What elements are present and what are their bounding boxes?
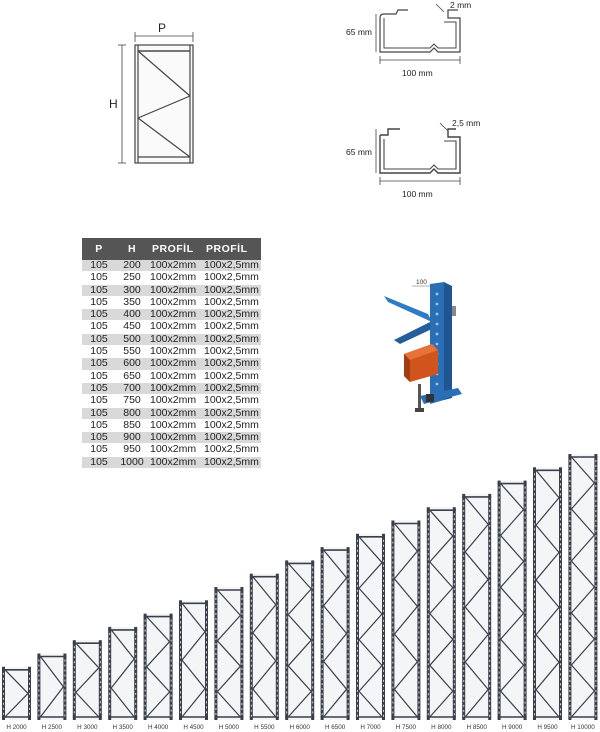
cell-profile-2mm: 100x2mm	[148, 370, 202, 382]
frame-label: H 2500	[41, 724, 63, 731]
table-row	[82, 284, 261, 296]
frame-h-3500	[108, 627, 137, 731]
cell-h: 600	[116, 358, 148, 370]
cell-profile-2-5mm: 100x2,5mm	[204, 320, 259, 333]
frame-label: H 8500	[466, 724, 487, 731]
frame-h-3000	[73, 640, 102, 731]
frame-h-5500	[250, 574, 279, 731]
frame-label: H 8000	[431, 724, 452, 731]
cell-profile-2-5mm: 100x2,5mm	[204, 443, 259, 456]
profile-1-width-label: 100 mm	[402, 68, 433, 78]
frame-h-7500	[391, 521, 420, 732]
cell-profile-2mm: 100x2mm	[148, 358, 202, 370]
frame-h-2000	[2, 667, 31, 731]
cell-profile-2-5mm: 100x2,5mm	[204, 406, 259, 419]
frame-label: H 2000	[6, 724, 27, 731]
cell-p: 105	[82, 358, 116, 370]
table-row	[82, 296, 261, 308]
cell-profile-2-5mm: 100x2,5mm	[204, 308, 259, 321]
cell-h: 850	[116, 419, 148, 431]
frame-label: H 6000	[289, 724, 310, 731]
cell-p: 105	[82, 370, 116, 382]
cell-h: 500	[116, 333, 148, 345]
cell-h: 700	[116, 382, 148, 394]
table-row	[82, 407, 261, 419]
cell-p: 105	[82, 296, 116, 308]
header-p: P	[82, 238, 116, 260]
cell-profile-2mm: 100x2mm	[148, 444, 202, 456]
cell-profile-2-5mm: 100x2,5mm	[204, 455, 259, 468]
frame-label: H 4500	[183, 724, 204, 731]
cell-p: 105	[82, 346, 116, 358]
header-h: H	[116, 238, 148, 260]
table-row	[82, 321, 261, 333]
cell-profile-2mm: 100x2mm	[148, 321, 202, 333]
frame-label: H 9500	[537, 724, 558, 731]
cell-p: 105	[82, 272, 116, 284]
cell-h: 350	[116, 296, 148, 308]
cantilever-render	[380, 270, 470, 420]
header-profile-2mm: PROFİL	[148, 238, 202, 260]
cell-profile-2-5mm: 100x2,5mm	[204, 357, 259, 370]
cell-h: 250	[116, 272, 148, 284]
frame-label: H 4000	[147, 724, 169, 731]
cell-profile-2mm: 100x2mm	[148, 382, 202, 394]
frame-h-7000	[356, 534, 385, 731]
frame-label: H 6500	[324, 724, 346, 731]
frame-h-8500	[462, 494, 491, 731]
cell-h: 450	[116, 321, 148, 333]
cell-profile-2-5mm: 100x2,5mm	[204, 283, 259, 296]
frame-label: H 3000	[77, 724, 98, 731]
cell-profile-2mm: 100x2mm	[148, 456, 202, 468]
frame-label: H 9000	[501, 724, 523, 731]
cell-h: 900	[116, 432, 148, 444]
cell-profile-2-5mm: 100x2,5mm	[204, 418, 259, 431]
table-row	[82, 370, 261, 382]
cell-profile-2-5mm: 100x2,5mm	[204, 295, 259, 308]
frame-label: H 7000	[360, 724, 381, 731]
cell-profile-2mm: 100x2mm	[148, 309, 202, 321]
cell-profile-2mm: 100x2mm	[148, 407, 202, 419]
cell-p: 105	[82, 456, 116, 468]
table-row	[82, 395, 261, 407]
cell-h: 950	[116, 444, 148, 456]
frame-h-4000	[144, 614, 173, 731]
frame-label: H 5000	[218, 724, 240, 731]
header-profile-2-5mm: PROFİL	[202, 238, 261, 260]
cell-p: 105	[82, 382, 116, 394]
frame-dimension-diagram	[100, 18, 210, 168]
cell-p: 105	[82, 321, 116, 333]
cell-profile-2-5mm: 100x2,5mm	[204, 369, 259, 382]
cell-profile-2mm: 100x2mm	[148, 296, 202, 308]
cell-profile-2mm: 100x2mm	[148, 272, 202, 284]
cell-h: 750	[116, 395, 148, 407]
frame-h-2500	[37, 654, 66, 732]
profile-section-2-5mm	[340, 115, 500, 205]
table-row	[82, 309, 261, 321]
profile-2-width-label: 100 mm	[402, 189, 433, 199]
table-row	[82, 346, 261, 358]
frame-h-9500	[533, 467, 562, 731]
frame-label: H 3500	[112, 724, 133, 731]
cell-profile-2mm: 100x2mm	[148, 284, 202, 296]
cell-profile-2mm: 100x2mm	[148, 432, 202, 444]
frame-h-6000	[285, 560, 314, 731]
table-row	[82, 260, 261, 272]
frame-height-label: H	[109, 97, 118, 111]
frames-lineup	[0, 420, 600, 732]
cell-h: 1000	[116, 456, 148, 468]
profile-section-2mm	[340, 0, 500, 85]
profile-1-thickness-label: 2 mm	[450, 0, 472, 10]
table-row	[82, 358, 261, 370]
spec-table-header	[82, 238, 261, 260]
cell-profile-2-5mm: 100x2,5mm	[204, 271, 259, 284]
cell-h: 650	[116, 370, 148, 382]
cell-profile-2-5mm: 100x2,5mm	[204, 394, 259, 407]
frame-label: H 7500	[395, 724, 417, 731]
cell-p: 105	[82, 284, 116, 296]
frame-width-label: P	[158, 21, 167, 35]
frame-h-8000	[427, 507, 456, 731]
cell-p: 105	[82, 407, 116, 419]
cell-profile-2mm: 100x2mm	[148, 419, 202, 431]
cell-profile-2-5mm: 100x2,5mm	[204, 381, 259, 394]
cell-profile-2mm: 100x2mm	[148, 333, 202, 345]
cell-p: 105	[82, 260, 116, 272]
cell-p: 105	[82, 432, 116, 444]
frame-h-6500	[321, 547, 350, 731]
cell-profile-2mm: 100x2mm	[148, 260, 202, 272]
cell-h: 800	[116, 407, 148, 419]
cell-h: 300	[116, 284, 148, 296]
frame-h-4500	[179, 600, 208, 731]
cell-p: 105	[82, 395, 116, 407]
cell-profile-2-5mm: 100x2,5mm	[204, 259, 259, 271]
cell-profile-2mm: 100x2mm	[148, 395, 202, 407]
table-row	[82, 272, 261, 284]
profile-2-height-label: 65 mm	[346, 147, 372, 157]
cell-profile-2-5mm: 100x2,5mm	[204, 431, 259, 444]
cell-p: 105	[82, 333, 116, 345]
cell-h: 550	[116, 346, 148, 358]
profile-2-thickness-label: 2,5 mm	[452, 118, 481, 128]
cell-p: 105	[82, 419, 116, 431]
frame-h-5000	[214, 587, 243, 731]
cell-p: 105	[82, 444, 116, 456]
profile-1-height-label: 65 mm	[346, 27, 372, 37]
cell-p: 105	[82, 309, 116, 321]
frame-h-10000	[568, 454, 597, 731]
table-row	[82, 333, 261, 345]
frame-label: H 10000	[570, 724, 595, 731]
frame-label: H 5500	[254, 724, 275, 731]
cell-profile-2mm: 100x2mm	[148, 346, 202, 358]
table-row	[82, 382, 261, 394]
render-dimension-label: 100	[416, 279, 427, 286]
cell-profile-2-5mm: 100x2,5mm	[204, 332, 259, 345]
cell-h: 200	[116, 260, 148, 272]
frame-h-9000	[498, 481, 527, 731]
cell-profile-2-5mm: 100x2,5mm	[204, 345, 259, 358]
cell-h: 400	[116, 309, 148, 321]
